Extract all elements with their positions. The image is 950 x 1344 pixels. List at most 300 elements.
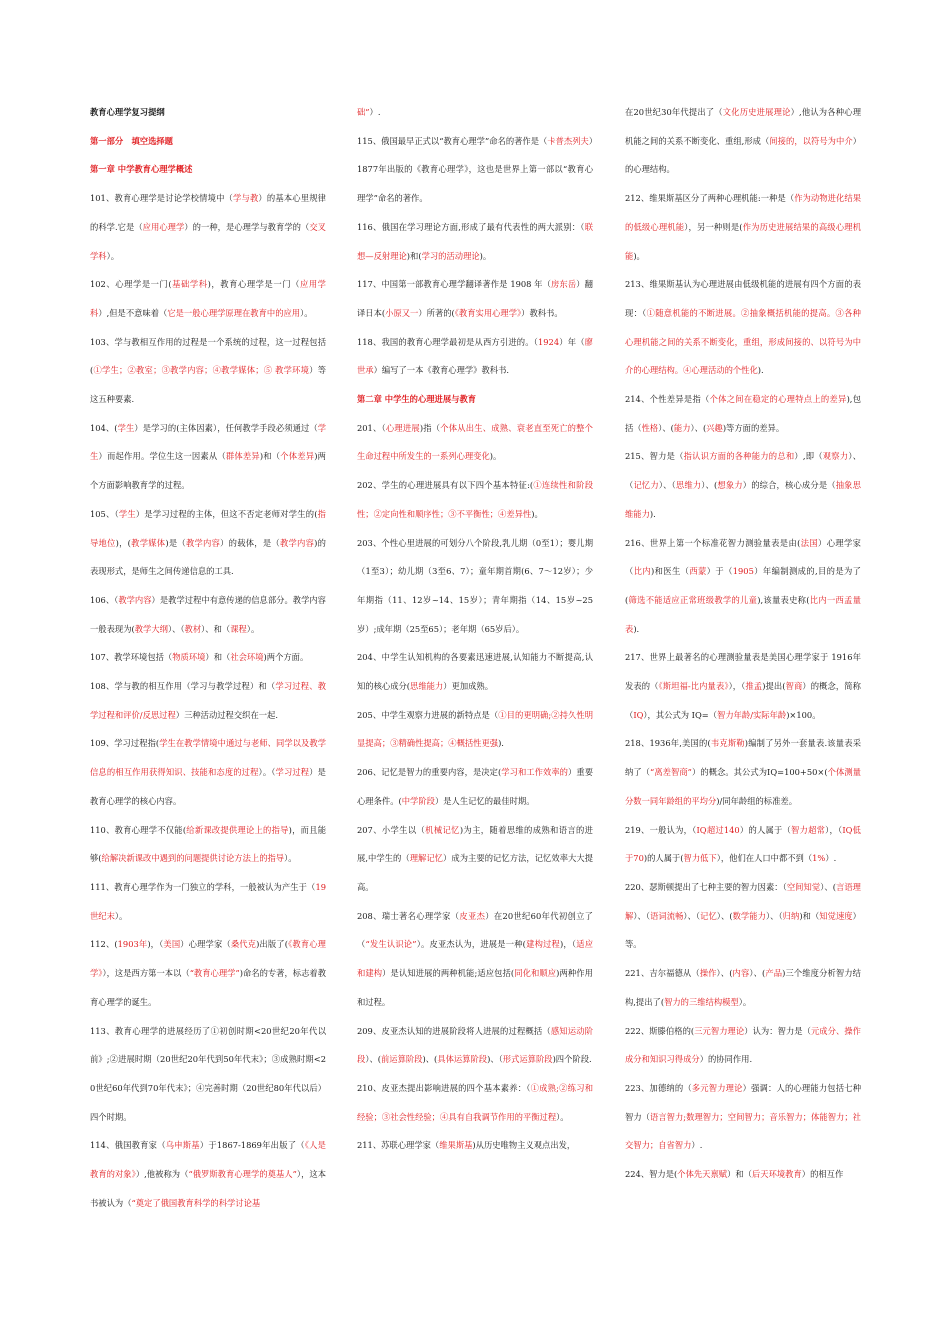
- answer-text: 作为历史进展结果的高级心理机能: [625, 221, 861, 261]
- answer-text: ①目的更明确;②持久性明显提高；③精确性提高；④概括性更强: [357, 709, 593, 749]
- text-run: ）更加成熟。: [443, 681, 494, 692]
- answer-text: ①随意机能的不断进展。②抽象概括机能的提高。③各种心理机能之间的关系不断变化，重组，形成间接的、以符号为中介的心理结构。④心理活动的个性化: [625, 307, 861, 376]
- text-run: ）.: [369, 107, 381, 117]
- text-run: ）、（: [625, 451, 861, 491]
- text-run: ）、（: [658, 480, 676, 491]
- text-run: ）、(: [716, 968, 733, 979]
- text-run: )两个方面。: [263, 652, 309, 663]
- answer-text: 智力年龄/实际年龄: [717, 709, 787, 720]
- paragraph: [357, 1131, 593, 1160]
- text-run: ).: [498, 738, 504, 749]
- paragraph: [90, 328, 326, 414]
- text-run: )的表现形式，是师生之间传递信息的工具.: [90, 537, 326, 577]
- answer-text: 智商: [785, 681, 803, 692]
- text-run: )/同年龄组的标准差。: [716, 795, 797, 806]
- text-run: 217、世界上最著名的心理测验量表是美国心理学家于 1916年发表的（: [625, 652, 861, 692]
- answer-text: 教材: [184, 623, 202, 634]
- answer-text: 记忆力: [633, 480, 659, 491]
- answer-text: 教学内容: [279, 537, 315, 548]
- answer-text: 三元智力理论: [694, 1025, 745, 1036]
- text-run: ），另一种则是(: [684, 221, 743, 232]
- text-run: ）年（: [559, 336, 585, 347]
- text-run: ）认为：智力是（: [744, 1025, 811, 1036]
- text-column-middle: [357, 98, 593, 1160]
- paragraph: [625, 98, 861, 184]
- text-run: ）、（: [683, 910, 701, 921]
- paragraph: [357, 1074, 593, 1131]
- text-run: ）的综合，核心成分是（: [742, 480, 836, 491]
- text-run: 104、(: [90, 422, 118, 433]
- text-run: )等方面的差异。: [722, 422, 785, 433]
- answer-text: 19世纪末: [90, 881, 326, 921]
- answer-text: 个体之间在稳定的心理特点上的差异: [709, 394, 847, 405]
- text-run: ).: [757, 365, 764, 376]
- text-run: 204、中学生认知机构的各要素迅速进展,认知能力不断提高,认知的核心成分(: [357, 652, 593, 692]
- text-run: ）、(: [658, 422, 674, 433]
- text-run: )三个维度分析智力结构,提出了(: [625, 968, 861, 1007]
- answer-text: “教育心理学”: [189, 968, 240, 979]
- answer-text: 语词流畅: [650, 910, 684, 921]
- text-run: ）。: [114, 910, 128, 921]
- answer-text: 言语理解: [625, 881, 861, 921]
- text-run: 224、智力是(: [625, 1169, 678, 1180]
- text-run: ）、(: [365, 1054, 381, 1065]
- text-run: 209、皮亚杰认知的进展阶段将人进展的过程概括（: [357, 1025, 551, 1036]
- answer-text: 中学阶段: [401, 795, 435, 806]
- paragraph: [90, 586, 326, 643]
- paragraph: [625, 270, 861, 385]
- answer-text: 能力: [673, 422, 691, 433]
- text-run: )。: [531, 508, 543, 519]
- text-run: ）、（: [633, 910, 651, 921]
- paragraph: [357, 816, 593, 902]
- answer-text: 学习和工作效率的: [501, 767, 569, 778]
- answer-text: ①成熟;②练习和经验；③社会性经验；④具有自我调节作用的平衡过程: [357, 1082, 593, 1122]
- paragraph: [625, 1017, 861, 1074]
- paragraph: [357, 414, 593, 471]
- answer-text: 1%: [812, 853, 826, 864]
- paragraph: [357, 127, 593, 213]
- text-run: ）、（: [765, 910, 783, 921]
- text-run: ），其公式为 IQ=（: [643, 709, 718, 720]
- text-run: ）等。: [625, 910, 861, 950]
- text-run: 103、学与教相互作用的过程是一个系统的过程，这一过程包括(: [90, 336, 326, 376]
- paragraph: [357, 1017, 593, 1074]
- text-run: 115、俄国最早正式以“教育心理学”命名的著作是（: [357, 135, 548, 146]
- text-run: ）在20世纪60年代初创立了（: [357, 910, 593, 950]
- text-run: 106、（: [90, 594, 119, 605]
- answer-text: 群体差异: [225, 451, 260, 462]
- answer-text: “奠定了俄国教育科学的科学讨论基: [131, 1197, 261, 1208]
- answer-text: 给解决新课改中遇到的问题提供讨论方法上的指导: [101, 853, 285, 864]
- text-run: ）是教学过程中有意传递的信息部分。教学内容一般表现为(: [90, 594, 326, 634]
- text-run: )四个阶段.: [552, 1054, 592, 1065]
- answer-text: 社会环境: [230, 652, 264, 663]
- text-run: ）,但是不意味着（: [98, 307, 168, 318]
- text-run: 213、维果斯基认为心理进展由低级机能的进展有四个方面的表现：（: [625, 279, 861, 318]
- text-run: 202、学生的心理进展具有以下四个基本特征:(: [357, 480, 534, 491]
- text-run: 212、维果斯基区分了两种心理机能:一种是（: [625, 193, 795, 204]
- text-column-left: [90, 98, 326, 1217]
- text-run: ），这是西方第一本以（: [102, 968, 190, 979]
- text-run: 101、教育心理学是讨论学校情境中（: [90, 193, 234, 204]
- answer-text: 法国: [800, 537, 819, 548]
- text-run: )和(: [406, 250, 422, 261]
- answer-text: 内容: [732, 968, 750, 979]
- text-run: 210、皮亚杰提出影响进展的四个基本素养：（: [357, 1082, 531, 1093]
- paragraph: [357, 270, 593, 327]
- answer-text: 归纳: [782, 910, 800, 921]
- paragraph: [90, 1017, 326, 1132]
- paragraph: [90, 414, 326, 500]
- answer-text: 同化和顺应: [514, 968, 557, 979]
- text-run: ).: [649, 508, 656, 519]
- text-run: 116、俄国在学习理论方面,形成了最有代表性的两大派别：（: [357, 221, 585, 232]
- text-run: ）的心理结构。: [625, 135, 861, 175]
- paragraph: [357, 328, 593, 385]
- answer-text: 房东岳: [551, 279, 577, 290]
- paragraph: [625, 643, 861, 729]
- answer-text: 记忆: [700, 910, 717, 921]
- answer-text: 个体差异: [280, 451, 315, 462]
- answer-text: 元成分、操作成分和知识习得成分: [625, 1025, 861, 1065]
- text-run: ）。（: [258, 767, 276, 778]
- answer-text: 数学能力: [732, 910, 766, 921]
- text-run: ),包括（: [625, 394, 861, 433]
- text-run: )和医生（: [651, 566, 690, 577]
- answer-text: 它是一般心理学原理在教育中的应用: [167, 307, 301, 318]
- text-run: ）成为主要的记忆方法，记忆效率大大提高。: [357, 853, 593, 892]
- answer-text: 指导地位: [90, 508, 326, 548]
- text-run: ）、（: [167, 623, 185, 634]
- chapter-heading: [357, 385, 593, 414]
- paragraph: [625, 729, 861, 815]
- text-run: ）。: [738, 996, 752, 1007]
- answer-text: 个体测量分数一同年龄组的平均分: [625, 767, 861, 806]
- text-run: ）。: [300, 307, 313, 318]
- answer-text: “离差智商”: [650, 767, 692, 778]
- text-run: 教育心理学复习提纲: [90, 107, 165, 117]
- text-run: )，而且能够(: [90, 824, 326, 864]
- text-run: ），（: [825, 824, 843, 835]
- text-run: 216、世界上第一个标准花智力测验量表是由(: [625, 537, 801, 548]
- text-run: ）年编制测成的,目的是为了(: [625, 566, 861, 605]
- answer-text: 作为动物进化结果的低级心理机能: [625, 193, 861, 232]
- text-run: )，（: [147, 939, 164, 950]
- text-run: ）、(: [749, 968, 766, 979]
- answer-text: 智力超常: [791, 824, 826, 835]
- text-run: )提出(: [762, 681, 786, 692]
- answer-text: 学习过程、教学过程和评价/反思过程: [90, 681, 326, 720]
- paragraph: [625, 816, 861, 873]
- text-run: ）、(: [820, 881, 836, 892]
- text-run: ）的人属于（: [739, 824, 792, 835]
- answer-text: 个体先天禀赋: [677, 1169, 728, 1180]
- paragraph: [90, 816, 326, 873]
- text-run: 在20世纪30年代提出了（: [625, 107, 723, 117]
- document-title: [90, 98, 326, 127]
- text-run: 215、智力是（: [625, 451, 684, 462]
- text-run: ）,他认为各种心理机能之间的关系不断变化、重组,形成（: [625, 107, 861, 146]
- text-run: )和（: [259, 451, 281, 462]
- text-run: )两种作用和过程。: [357, 968, 593, 1007]
- paragraph: [90, 270, 326, 327]
- paragraph: [90, 184, 326, 270]
- answer-text: 给新课改提供理论上的指导: [186, 824, 289, 835]
- text-run: )，(: [115, 537, 131, 548]
- text-run: 第二章 中学生的心理进展与教育: [357, 394, 477, 405]
- text-run: )从历史唯物主义观点出发，: [472, 1140, 576, 1151]
- answer-text: 指认识方面的各种能力的总和: [683, 451, 795, 462]
- text-run: )为主，随着思维的成熟和语言的进展,中学生的（: [357, 824, 593, 864]
- text-run: ）。: [246, 623, 260, 634]
- text-run: 219、一般认为，（: [625, 824, 697, 835]
- answer-text: 建构过程: [525, 939, 560, 950]
- answer-text: 韦克斯勒: [710, 738, 745, 749]
- answer-text: 应用心理学: [142, 221, 185, 232]
- chapter-heading: [90, 155, 326, 184]
- answer-text: 操作: [699, 968, 717, 979]
- paragraph: [90, 643, 326, 672]
- answer-text: 思维力: [675, 480, 702, 491]
- text-run: ）是学习的(主体因素），任何教学手段必须通过（: [134, 422, 318, 433]
- answer-text: “发生认识论”: [365, 939, 417, 950]
- text-run: 218、1936年,美国的(: [625, 738, 711, 749]
- paragraph: [357, 701, 593, 758]
- answer-text: IQ低于70: [625, 824, 861, 864]
- text-run: )×100。: [786, 709, 821, 720]
- paragraph: [625, 442, 861, 528]
- text-run: ）三种活动过程交织在一起.: [175, 709, 278, 720]
- text-run: ）重要心理条件。(: [357, 767, 593, 806]
- text-run: )、（: [487, 1054, 503, 1065]
- answer-text: 乌申斯基: [165, 1140, 200, 1151]
- paragraph: [90, 1131, 326, 1217]
- text-run: 211、苏联心理学家（: [357, 1140, 440, 1151]
- paragraph: [357, 902, 593, 1017]
- paragraph: [90, 873, 326, 930]
- text-run: ）。: [556, 1111, 569, 1122]
- answer-text: 语言智力;数理智力；空间智力；音乐智力；体能智力；社交智力；自省智力: [625, 1111, 861, 1151]
- text-run: 221、吉尔福德从（: [625, 968, 700, 979]
- text-run: 第一部分 填空选择题: [90, 135, 173, 146]
- answer-text: “俄罗斯教育心理学的奠基人”: [188, 1169, 297, 1180]
- text-run: ).: [633, 623, 640, 634]
- text-run: ),该量表史称(: [757, 594, 810, 605]
- answer-text: 学生: [90, 422, 326, 462]
- answer-text: 多元智力理论: [691, 1082, 743, 1093]
- text-run: ）于1867-1869年出版了（: [199, 1140, 305, 1151]
- text-run: )，教育心理学是一门（: [207, 279, 300, 290]
- text-run: ）的载体，是（: [220, 537, 280, 548]
- text-run: 205、中学生观察力进展的新特点是（: [357, 709, 499, 720]
- text-run: 105、（: [90, 508, 119, 519]
- text-run: ），他们在人口中都不到（: [716, 853, 813, 864]
- text-run: )，（: [560, 939, 577, 950]
- text-column-right: [625, 98, 861, 1189]
- text-run: )是（: [165, 537, 186, 548]
- paragraph: [625, 1074, 861, 1160]
- answer-text: 1924: [538, 336, 560, 347]
- text-run: ）、(: [701, 480, 718, 491]
- paragraph: [357, 471, 593, 528]
- answer-text: 教学内容: [118, 594, 152, 605]
- text-run: ）、(: [716, 910, 733, 921]
- text-run: ）心理学家（: [180, 939, 231, 950]
- text-run: ）的一种，是心理学与教育学的（: [184, 221, 310, 232]
- answer-text: 文化历史进展理论: [722, 107, 791, 117]
- text-run: 117、中国第一部教育心理学翻译著作是 1908 年（: [357, 279, 552, 290]
- answer-text: 教学大纲: [134, 623, 168, 634]
- text-run: ）等这五种要素.: [90, 365, 326, 405]
- text-run: ）所著的(: [418, 307, 455, 318]
- answer-text: 《教育实用心理学》: [454, 307, 522, 318]
- answer-text: 前运算阶段: [381, 1054, 423, 1065]
- answer-text: 性格: [641, 422, 659, 433]
- answer-text: 机械记忆: [425, 824, 460, 835]
- text-run: ）,他被称为（: [135, 1169, 189, 1180]
- text-run: ）翻译日本(: [357, 279, 593, 318]
- answer-text: 心理进展: [385, 422, 420, 433]
- text-run: 206、记忆是智力的重要内容，是决定(: [357, 767, 502, 778]
- text-run: 201、（: [357, 422, 386, 433]
- text-run: ）的相互作: [801, 1169, 844, 1180]
- text-run: ）,即（: [794, 451, 823, 462]
- text-run: ）是学习过程的主体，但这不否定老师对学生的(: [135, 508, 318, 519]
- answer-text: 比内: [633, 566, 652, 577]
- paragraph: [625, 529, 861, 644]
- answer-text: 个体从出生、成熟、衰老直至死亡的整个生命过程中所发生的一系列心理变化: [357, 422, 593, 462]
- text-run: ），这本书被认为（: [90, 1169, 327, 1208]
- answer-text: 学习过程: [275, 767, 310, 778]
- text-run: )指（: [419, 422, 441, 433]
- text-run: ）的概念。其公式为IQ=100+50×(: [691, 767, 828, 778]
- text-run: ）、(: [690, 422, 707, 433]
- text-run: )命名的专著，标志着教育心理学的诞生。: [90, 968, 327, 1007]
- answer-text: 美国: [163, 939, 181, 950]
- text-run: )。: [633, 250, 645, 261]
- text-run: ）于（: [706, 566, 733, 577]
- text-run: )的人属于(: [643, 853, 684, 864]
- text-run: 118、我国的教育心理学最初是从西方引进的。（: [357, 336, 538, 347]
- text-run: )、(: [422, 1054, 438, 1065]
- answer-text: 学与教: [233, 193, 259, 204]
- paragraph: [625, 1160, 861, 1189]
- answer-text: 智力的三维结构模型: [664, 996, 739, 1007]
- text-run: 220、瑟斯顿提出了七种主要的智力因素：（: [625, 881, 787, 892]
- text-run: 109、学习过程指(: [90, 738, 160, 749]
- text-run: 110、教育心理学不仅能(: [90, 824, 187, 835]
- text-run: ）编写了一本《教育心理学》教科书.: [373, 365, 509, 376]
- text-run: )。: [489, 451, 502, 462]
- paragraph: [357, 643, 593, 700]
- answer-text: 础”: [357, 107, 370, 117]
- text-run: ）、和（: [201, 623, 231, 634]
- answer-text: 小原又一: [385, 307, 419, 318]
- text-run: 113、教育心理学的进展经历了①初创时期<20世纪20年代以前》;②进展时期（20世纪20年代到50年代末》；③成熟时期<20世纪60年代到70年代末》；④完善时期（20世纪80年代以后）四个时期。: [90, 1025, 326, 1122]
- text-run: ）.: [825, 853, 837, 864]
- answer-text: 廖世承: [357, 336, 593, 376]
- text-run: 222、斯滕伯格的(: [625, 1025, 695, 1036]
- answer-text: 兴趣: [706, 422, 723, 433]
- answer-text: 智力低下: [683, 853, 717, 864]
- text-run: )编制了另外一套量表.该量表采纳了（: [625, 738, 861, 778]
- answer-text: 联想—反射理论: [357, 221, 593, 261]
- paragraph: [90, 672, 326, 729]
- answer-text: IQ: [633, 709, 644, 720]
- text-run: ）1877年出版的《教育心理学》，这也是世界上第一部以“教育心理学”命名的著作。: [357, 135, 593, 204]
- text-run: )出版了(: [256, 939, 288, 950]
- answer-text: 桑代克: [230, 939, 257, 950]
- answer-text: 应用学科: [90, 279, 326, 318]
- text-run: 108、学与教的相互作用（学习与教学过程）和（: [90, 681, 276, 692]
- answer-text: 卡普杰列夫: [547, 135, 589, 146]
- answer-text: 产品: [765, 968, 783, 979]
- paragraph: [357, 98, 593, 127]
- answer-text: 比内一西孟量表: [625, 594, 861, 634]
- text-run: 102、心理学是一门(: [90, 279, 172, 290]
- text-run: ）。: [106, 250, 120, 261]
- text-run: ）是人生记忆的最佳时期。: [434, 795, 535, 806]
- text-run: ）的协同作用.: [699, 1054, 753, 1065]
- text-run: ）的基本心里规律的科学.它是（: [90, 193, 326, 232]
- answer-text: 知觉速度: [819, 910, 853, 921]
- text-run: ）的概念，简称（: [625, 681, 861, 720]
- part-heading: [90, 127, 326, 156]
- answer-text: 空间知觉: [786, 881, 821, 892]
- paragraph: [357, 213, 593, 270]
- text-run: ）和（: [727, 1169, 752, 1180]
- answer-text: 《人是教育的对象》: [90, 1140, 326, 1180]
- answer-text: 物质环境: [172, 652, 206, 663]
- paragraph: [357, 758, 593, 815]
- paragraph: [90, 500, 326, 586]
- text-run: ），（: [728, 681, 746, 692]
- paragraph: [625, 184, 861, 270]
- paragraph: [625, 959, 861, 1016]
- paragraph: [625, 385, 861, 442]
- answer-text: 学生在教学情境中通过与老师、同学以及教学信息的相互作用获得知识、技能和态度的过程: [90, 738, 326, 778]
- paragraph: [90, 729, 326, 815]
- text-run: 223、加德纳的（: [625, 1082, 692, 1093]
- answer-text: 后天环境教育: [751, 1169, 802, 1180]
- answer-text: 基础学科: [171, 279, 208, 290]
- text-run: 203、个性心里进展的可划分八个阶段,乳儿期（0至1）；婴儿期（1至3）；幼儿期（3至6、7）；童年期首期(6、7～12岁）；少年期指（11、12岁~14、15岁）；青年期指（14、15岁~25岁）;成年期（25至65）；老年期（65岁后）。: [357, 537, 593, 634]
- answer-text: 想象力: [717, 480, 743, 491]
- paragraph: [625, 873, 861, 959]
- answer-text: IQ超过140: [696, 824, 740, 835]
- answer-text: 间接的，以符号为中介: [769, 135, 853, 146]
- text-run: 111、教育心理学作为一门独立的学科，一般被认为产生于（: [90, 881, 316, 892]
- answer-text: 适应和建构: [357, 939, 593, 979]
- text-run: ）.: [691, 1140, 703, 1151]
- answer-text: 皮亚杰: [459, 910, 486, 921]
- answer-text: 具体运算阶段: [437, 1054, 488, 1065]
- text-run: ）和（: [205, 652, 231, 663]
- answer-text: 学生: [117, 422, 135, 433]
- text-run: 207、小学生以（: [357, 824, 426, 835]
- text-run: )和（: [799, 910, 820, 921]
- text-run: ）是认知进展的两种机能;适应包括(: [382, 968, 515, 979]
- answer-text: 课程: [230, 623, 247, 634]
- text-run: 214、个性差异是指（: [625, 394, 710, 405]
- text-run: ）教科书。: [521, 307, 563, 318]
- text-run: ）。皮亚杰认为，进展是一种(: [416, 939, 526, 950]
- answer-text: 推孟: [745, 681, 763, 692]
- answer-text: 筛选不能适应正常班级教学的儿童: [628, 594, 758, 605]
- text-run: 107、教学环境包括（: [90, 652, 173, 663]
- text-run: 208、瑞士著名心理学家（: [357, 910, 460, 921]
